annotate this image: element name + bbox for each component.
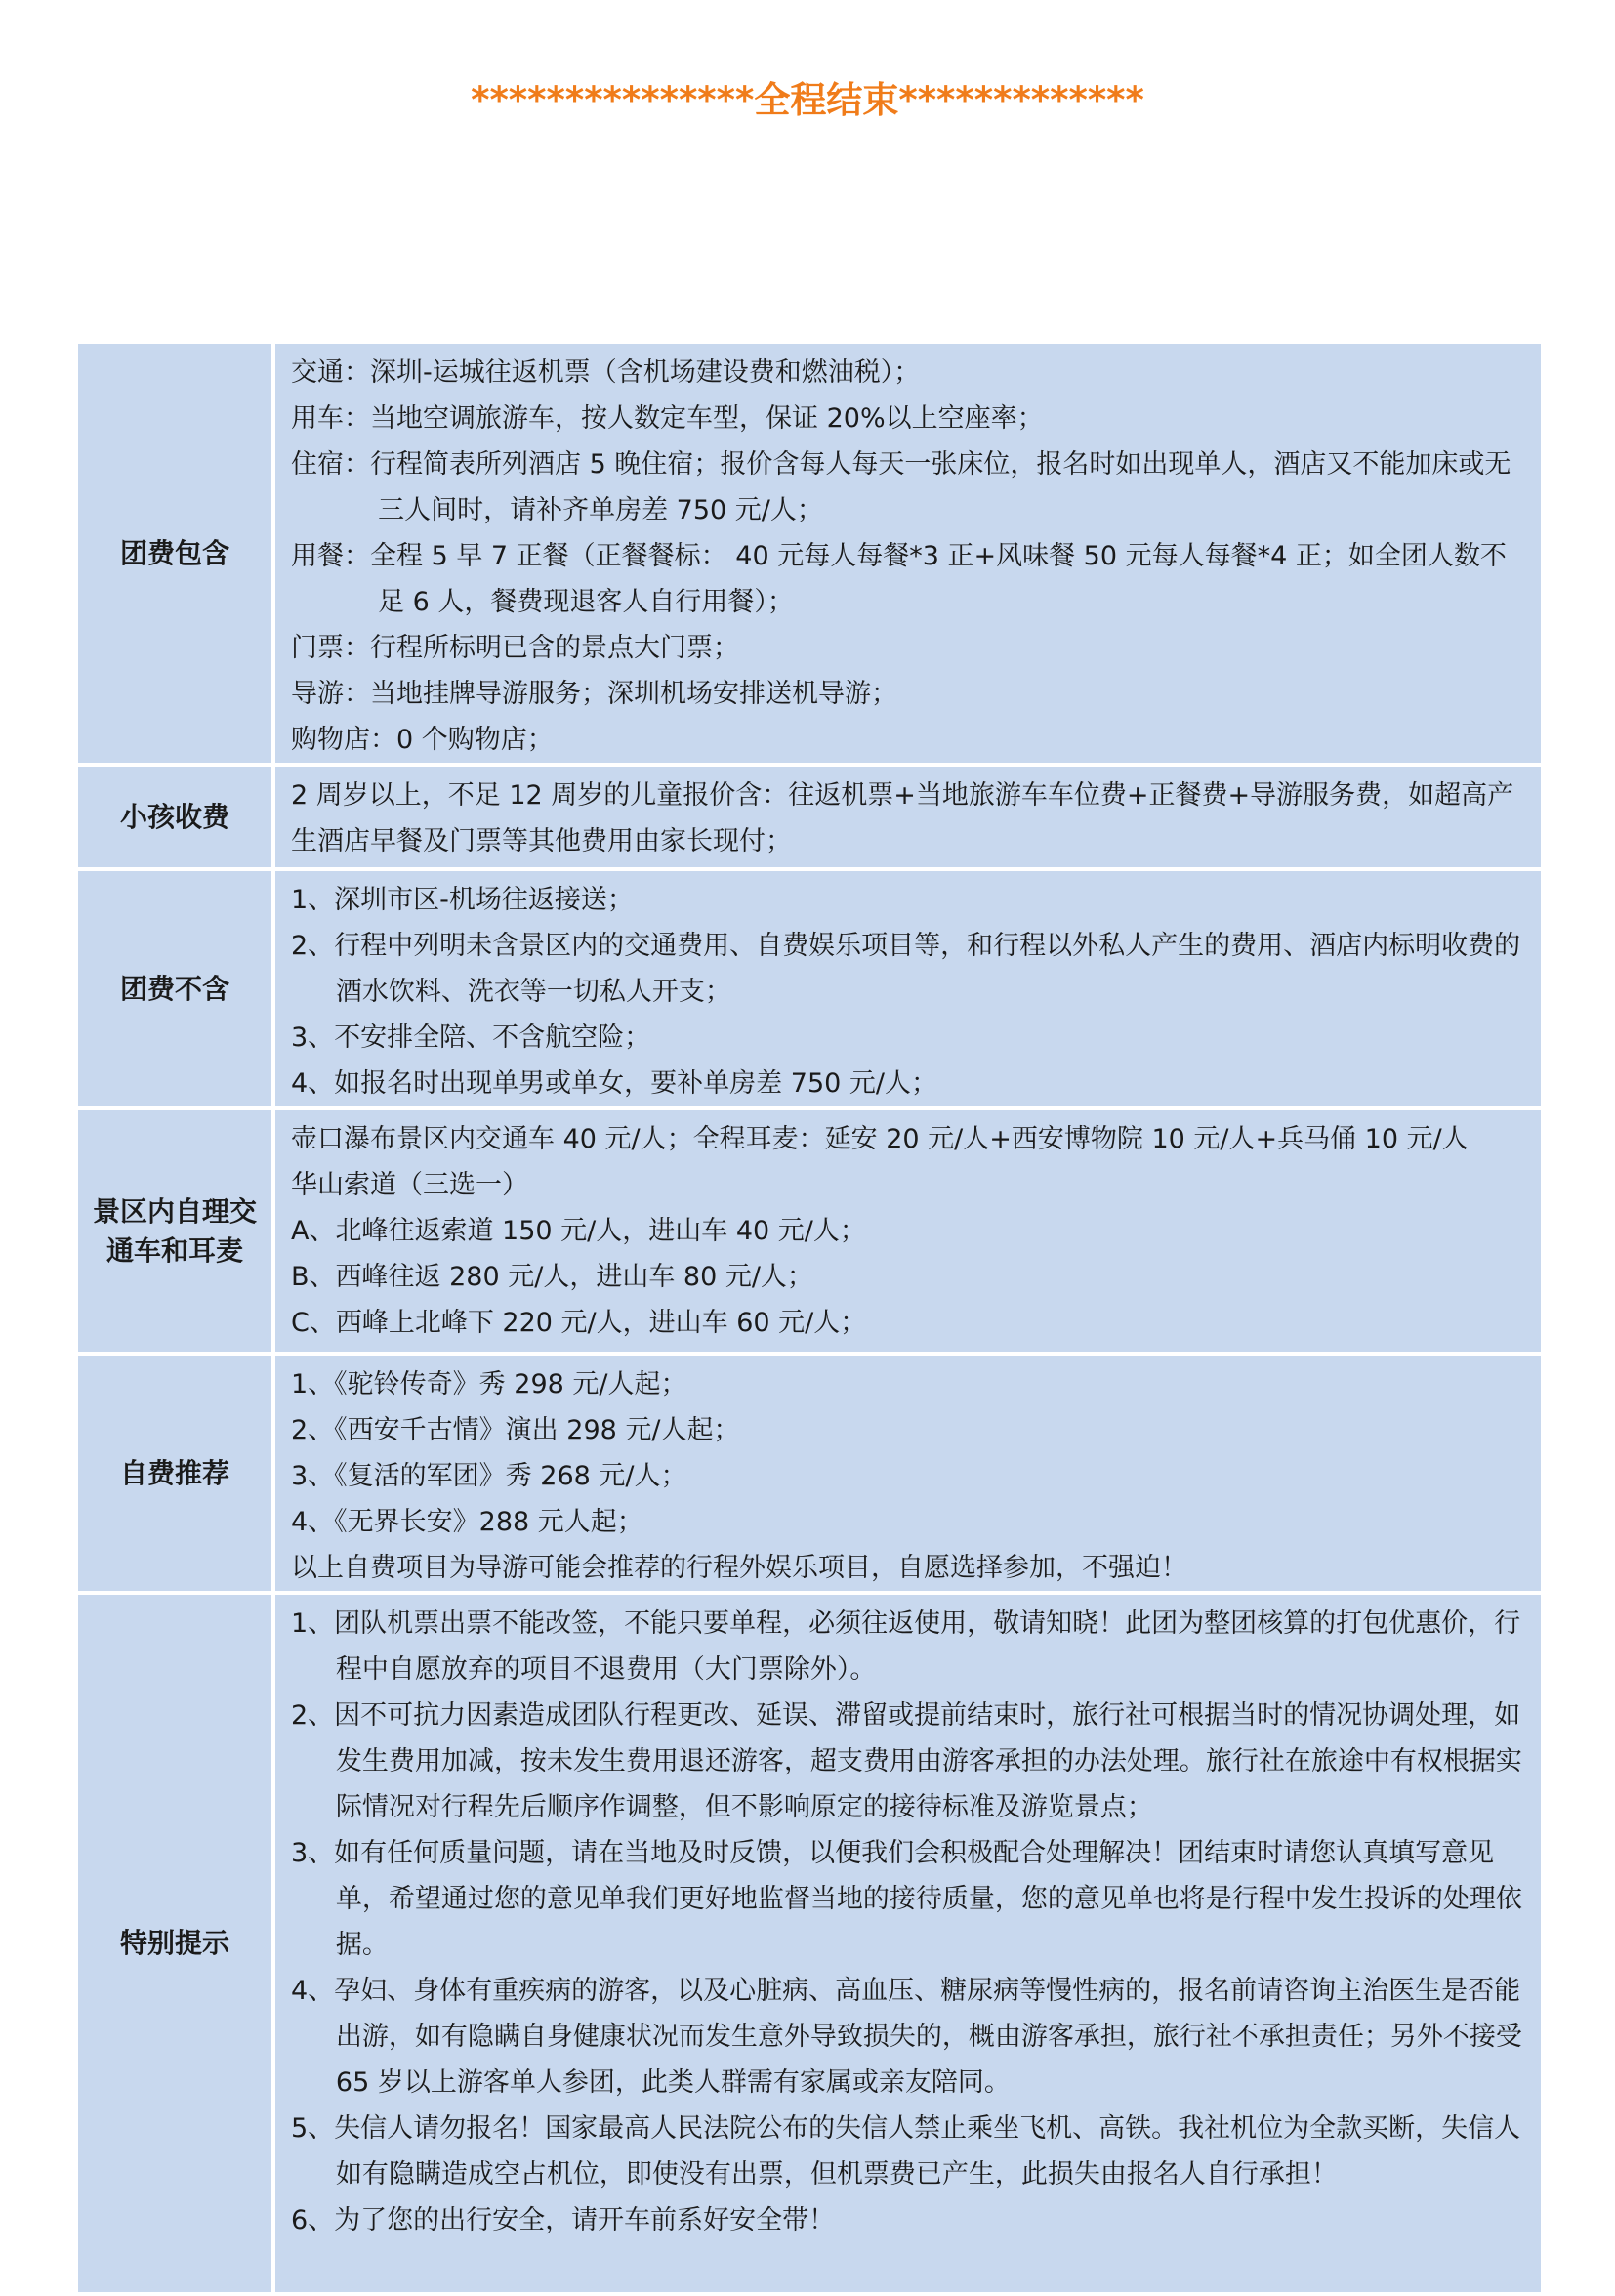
content-included (275, 344, 1541, 767)
row-transport (78, 1110, 1541, 1356)
note-item: 4、孕妇、身体有重疾病的游客，以及心脏病、高血压、糖尿病等慢性病的，报名前请咨询主治医生是否能出游，如有隐瞒自身健康状况而发生意外导致损失的，概由游客承担，旅行社不承担责任；另外不接受 65 岁以上游客单人参团，此类人群需有家属或亲友陪同。 (291, 1976, 1522, 2098)
included-meals: 用餐：全程 5 早 7 正餐（正餐餐标： 40 元每人每餐*3 正+风味餐 50 元每人每餐*4 正；如全团人数不足 6 人，餐费现退客人自行用餐）； (291, 541, 1507, 617)
content-notes (275, 1595, 1541, 2296)
included-transport: 交通：深圳-运城往返机票（含机场建设费和燃油税）； (291, 357, 921, 388)
content-excluded (275, 871, 1541, 1110)
row-notes (78, 1595, 1541, 2296)
row-optional (78, 1356, 1541, 1595)
label-child: 小孩收费 (78, 767, 275, 871)
content-child (275, 767, 1541, 871)
included-vehicle: 用车：当地空调旅游车，按人数定车型，保证 20%以上空座率； (291, 403, 1044, 434)
note-item: 5、失信人请勿报名！国家最高人民法院公布的失信人禁止乘坐飞机、高铁。我社机位为全款买断，失信人如有隐瞒造成空占机位，即使没有出票，但机票费已产生，此损失由报名人自行承担！ (291, 2113, 1521, 2190)
row-included (78, 344, 1541, 767)
note-item: 2、因不可抗力因素造成团队行程更改、延误、滞留或提前结束时，旅行社可根据当时的情况协调处理，如发生费用加减，按未发生费用退还游客，超支费用由游客承担的办法处理。旅行社在旅途中有权根据实际情况对行程先后顺序作调整，但不影响原定的接待标准及游览景点； (291, 1700, 1522, 1822)
included-guide: 导游：当地挂牌导游服务；深圳机场安排送机导游； (291, 679, 897, 709)
excluded-item: 2、行程中列明未含景区内的交通费用、自费娱乐项目等，和行程以外私人产生的费用、酒店内标明收费的酒水饮料、洗衣等一切私人开支； (291, 931, 1521, 1007)
label-notes: 特别提示 (78, 1595, 275, 2296)
label-excluded: 团费不含 (78, 871, 275, 1110)
label-included: 团费包含 (78, 344, 275, 767)
row-child (78, 767, 1541, 871)
transport-line: 华山索道（三选一） (291, 1170, 528, 1200)
transport-line: B、西峰往返 280 元/人，进山车 80 元/人； (291, 1262, 813, 1292)
row-excluded (78, 871, 1541, 1110)
note-item: 3、如有任何质量问题，请在当地及时反馈，以便我们会积极配合处理解决！团结束时请您认真填写意见单，希望通过您的意见单我们更好地监督当地的接待质量，您的意见单也将是行程中发生投诉的处理依据。 (291, 1838, 1522, 1960)
excluded-item: 4、如报名时出现单男或单女，要补单房差 750 元/人； (291, 1068, 937, 1099)
included-tickets: 门票：行程所标明已含的景点大门票； (291, 633, 739, 663)
transport-line: C、西峰上北峰下 220 元/人，进山车 60 元/人； (291, 1308, 867, 1338)
optional-item: 1、《驼铃传奇》秀 298 元/人起； (291, 1369, 687, 1399)
excluded-item: 3、不安排全陪、不含航空险； (291, 1023, 651, 1053)
transport-line: A、北峰往返索道 150 元/人，进山车 40 元/人； (291, 1216, 866, 1246)
tour-info-table (78, 344, 1541, 2296)
excluded-item: 1、深圳市区-机场往返接送； (291, 885, 634, 915)
itinerary-end-banner: ***************全程结束************* (471, 79, 1144, 121)
included-hotel: 住宿：行程简表所列酒店 5 晚住宿；报价含每人每天一张床位，报名时如出现单人，酒店又不能加床或无三人间时，请补齐单房差 750 元/人； (291, 449, 1511, 525)
included-shopping: 购物店：0 个购物店； (291, 725, 554, 755)
content-optional (275, 1356, 1541, 1595)
note-item: 6、为了您的出行安全，请开车前系好安全带！ (291, 2205, 836, 2235)
optional-item: 2、《西安千古情》演出 298 元/人起； (291, 1415, 740, 1445)
optional-item: 以上自费项目为导游可能会推荐的行程外娱乐项目，自愿选择参加，不强迫！ (291, 1553, 1187, 1583)
optional-item: 4、《无界长安》288 元人起； (291, 1507, 643, 1537)
label-transport: 景区内自理交通车和耳麦 (78, 1110, 275, 1356)
label-optional: 自费推荐 (78, 1356, 275, 1595)
child-price-text: 2 周岁以上，不足 12 周岁的儿童报价含：往返机票+当地旅游车车位费+正餐费+导游服务费，如超高产生酒店早餐及门票等其他费用由家长现付； (291, 780, 1514, 856)
content-transport (275, 1110, 1541, 1356)
optional-item: 3、《复活的军团》秀 268 元/人； (291, 1461, 687, 1491)
note-item: 1、团队机票出票不能改签，不能只要单程，必须往返使用，敬请知晓！此团为整团核算的打包优惠价，行程中自愿放弃的项目不退费用（大门票除外）。 (291, 1608, 1521, 1685)
transport-line: 壶口瀑布景区内交通车 40 元/人；全程耳麦：延安 20 元/人+西安博物院 10 元/人+兵马俑 10 元/人 (291, 1124, 1469, 1154)
